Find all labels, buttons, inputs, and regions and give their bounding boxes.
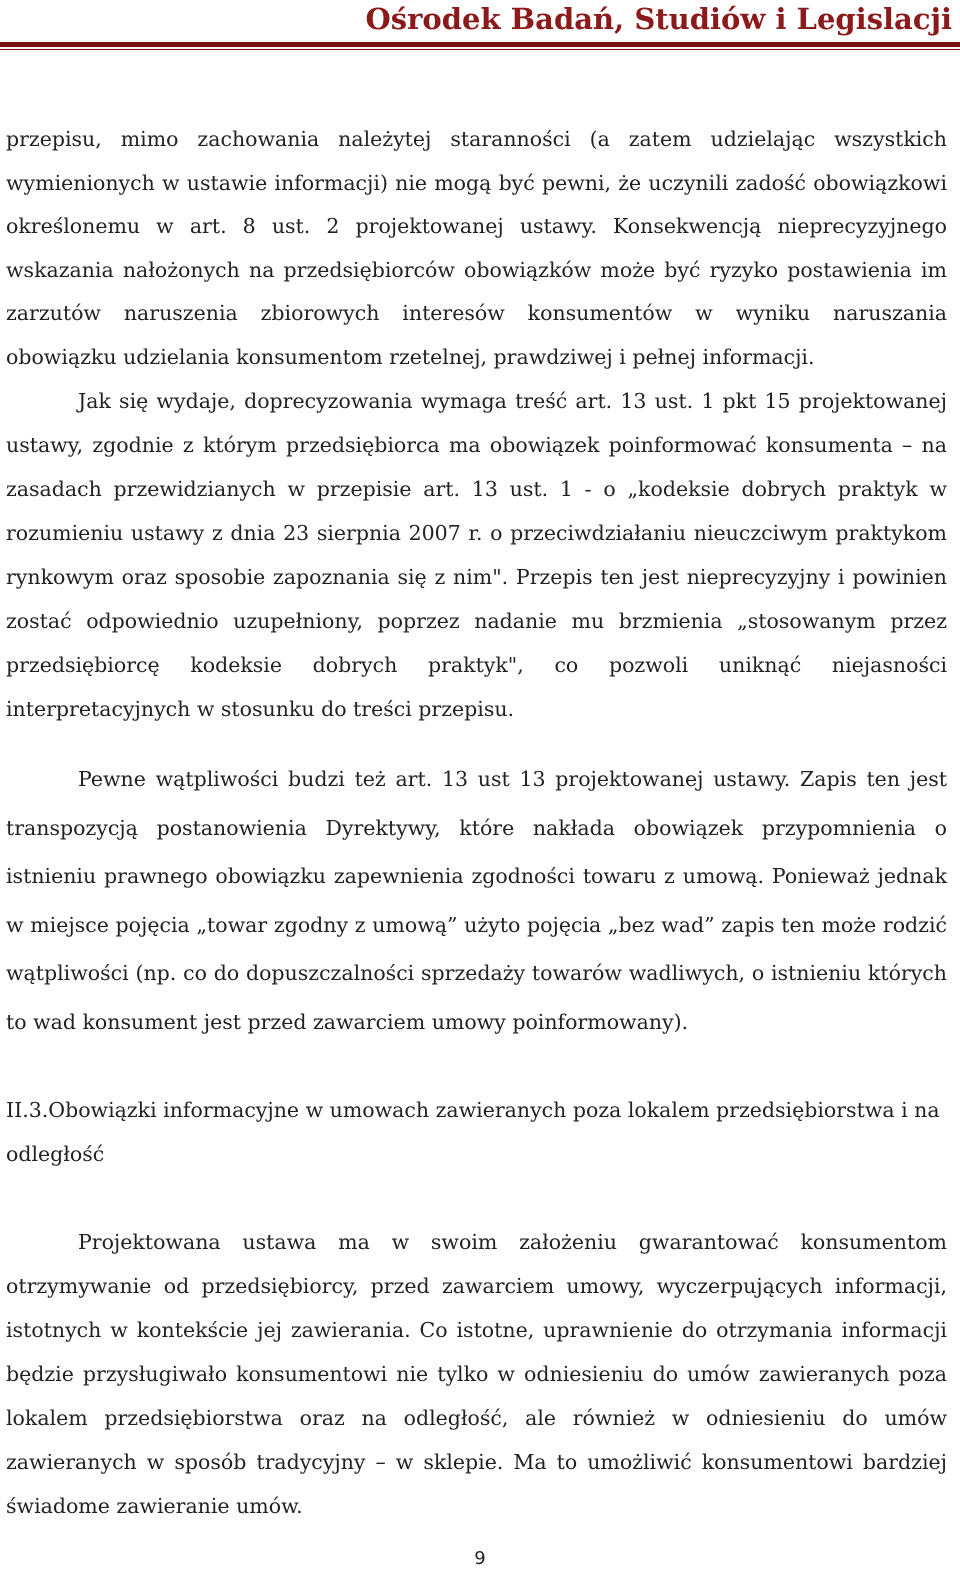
section-heading: II.3.Obowiązki informacyjne w umowach zawieranych poza lokalem przedsiębiorstwa i na odległość	[6, 1098, 940, 1166]
paragraph-1: przepisu, mimo zachowania należytej staranności (a zatem udzielając wszystkich wymienionych w ustawie informacji) nie mogą być pewni, że uczynili zadość obowiązkowi określonemu w art. 8 ust. 2 projektowanej ustawy. Konsekwencją nieprecyzyjnego wskazania nałożonych na przedsiębiorców obowiązków może być ryzyko postawienia im zarzutów naruszenia zbiorowych interesów konsumentów w wyniku naruszania obowiązku udzielania konsumentom rzetelnej, prawdziwej i pełnej informacji.	[6, 127, 947, 369]
header-title: Ośrodek Badań, Studiów i Legislacji	[365, 2, 952, 36]
header-rule-thick	[0, 42, 960, 47]
page-number: 9	[474, 1548, 486, 1569]
page-header	[0, 0, 960, 52]
paragraph-2: Jak się wydaje, doprecyzowania wymaga treść art. 13 ust. 1 pkt 15 projektowanej ustawy, zgodnie z którym przedsiębiorca ma obowiązek poinformować konsumenta – na zasadach przewidzianych w przepisie art. 13 ust. 1 - o „kodeksie dobrych praktyk w rozumieniu ustawy z dnia 23 sierpnia 2007 r. o przeciwdziałaniu nieuczciwym praktykom rynkowym oraz sposobie zapoznania się z nim". Przepis ten jest nieprecyzyjny i powinien zostać odpowiednio uzupełniony, poprzez nadanie mu brzmienia „stosowanym przez przedsiębiorcę kodeksie dobrych praktyk", co pozwoli uniknąć niejasności interpretacyjnych w stosunku do treści przepisu.	[6, 389, 947, 721]
paragraph-4: Projektowana ustawa ma w swoim założeniu gwarantować konsumentom otrzymywanie od przedsiębiorcy, przed zawarciem umowy, wyczerpujących informacji, istotnych w kontekście jej zawierania. Co istotne, uprawnienie do otrzymania informacji będzie przysługiwało konsumentowi nie tylko w odniesieniu do umów zawieranych poza lokalem przedsiębiorstwa oraz na odległość, ale również w odniesieniu do umów zawieranych w sposób tradycyjny – w sklepie. Ma to umożliwić konsumentowi bardziej świadome zawieranie umów.	[6, 1230, 947, 1518]
header-rule-thin	[0, 49, 960, 50]
paragraph-3: Pewne wątpliwości budzi też art. 13 ust 13 projektowanej ustawy. Zapis ten jest transpozycją postanowienia Dyrektywy, które nakłada obowiązek przypomnienia o istnieniu prawnego obowiązku zapewnienia zgodności towaru z umową. Ponieważ jednak w miejsce pojęcia „towar zgodny z umową” użyto pojęcia „bez wad” zapis ten może rodzić wątpliwości (np. co do dopuszczalności sprzedaży towarów wadliwych, o istnieniu których to wad konsument jest przed zawarciem umowy poinformowany).	[6, 767, 947, 1034]
document-body	[6, 118, 947, 1528]
